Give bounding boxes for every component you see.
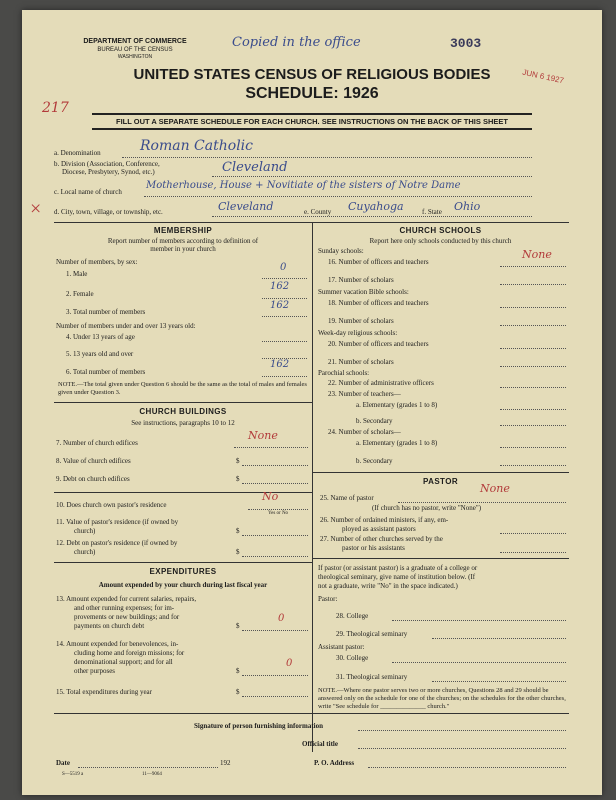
- q6-value: 162: [270, 359, 290, 370]
- q27-label-1: 27. Number of other churches served by the: [320, 535, 443, 543]
- address-label: P. O. Address: [314, 759, 355, 767]
- q3-label: 3. Total number of members: [66, 308, 146, 316]
- q12-label-1: 12. Debt on pastor's residence (if owned by: [56, 539, 178, 547]
- q13-dollar: $: [236, 622, 240, 630]
- q1-value: 0: [280, 262, 287, 273]
- schedule-number: 3003: [450, 36, 482, 51]
- official-title-label: Official title: [302, 740, 338, 748]
- q14-label-1: 14. Amount expended for benevolences, in-: [56, 640, 179, 648]
- q31-label: 31. Theological seminary: [336, 673, 408, 681]
- q10-label: 10. Does church own pastor's residence: [56, 501, 167, 509]
- state-value: Ohio: [454, 200, 481, 213]
- department-name: DEPARTMENT OF COMMERCE: [83, 38, 187, 45]
- q25-value: None: [480, 482, 510, 495]
- schools-heading: CHURCH SCHOOLS: [399, 226, 482, 235]
- q6-label: 6. Total number of members: [66, 368, 146, 376]
- q12-dollar: $: [236, 548, 240, 556]
- division-label-1: b. Division (Association, Conference,: [54, 160, 160, 168]
- q7-value: None: [248, 429, 278, 442]
- q5-label: 5. 13 years old and over: [66, 350, 134, 358]
- q18-label: 18. Number of officers and teachers: [328, 299, 429, 307]
- q16-value: None: [522, 248, 552, 261]
- q14-value: 0: [286, 658, 293, 669]
- buildings-heading: CHURCH BUILDINGS: [139, 407, 227, 416]
- church-name-label: c. Local name of church: [54, 188, 122, 196]
- sunday-heading: Sunday schools:: [318, 247, 364, 255]
- q13-label-4: payments on church debt: [74, 622, 145, 630]
- q19-label: 19. Number of scholars: [328, 317, 394, 325]
- state-label: f. State: [422, 208, 442, 216]
- q12-label-2: church): [74, 548, 96, 556]
- census-schedule-sheet: [22, 10, 602, 795]
- year-prefix: 192: [220, 759, 231, 767]
- q3-value: 162: [270, 300, 290, 311]
- date-stamp: JUN 6 1927: [521, 67, 565, 86]
- denomination-label: a. Denomination: [54, 149, 101, 157]
- q14-label-2: cluding home and foreign missions; for: [74, 649, 185, 657]
- q2-value: 162: [270, 281, 290, 292]
- q21-label: 21. Number of scholars: [328, 358, 394, 366]
- form-subtitle: SCHEDULE: 1926: [245, 85, 379, 102]
- buildings-intro: See instructions, paragraphs 10 to 12: [131, 419, 235, 427]
- age-heading: Number of members under and over 13 years old:: [56, 322, 196, 330]
- expenditures-heading: EXPENDITURES: [149, 567, 217, 576]
- city-value: Cleveland: [218, 200, 274, 213]
- expenditures-intro: Amount expended by your church during last fiscal year: [98, 581, 268, 589]
- sex-heading: Number of members, by sex:: [56, 258, 138, 266]
- q28-label: 28. College: [336, 612, 369, 620]
- q11-dollar: $: [236, 527, 240, 535]
- county-label: e. County: [304, 208, 332, 216]
- margin-cross: ×: [30, 198, 42, 220]
- q26-label-2: ployed as assistant pastors: [342, 525, 416, 533]
- q23b-label: b. Secondary: [356, 417, 393, 425]
- summer-heading: Summer vacation Bible schools:: [318, 288, 409, 296]
- membership-intro-2: member in your church: [150, 245, 216, 253]
- pastor-note: NOTE.—Where one pastor serves two or more churches, Questions 28 and 29 should be answered only on the schedule for one of the churches; on the schedules for the other churches, write "See schedule for ______________ church.": [318, 687, 566, 710]
- q13-label-1: 13. Amount expended for current salaries, repairs,: [56, 595, 197, 603]
- q15-label: 15. Total expenditures during year: [56, 688, 152, 696]
- q30-label: 30. College: [336, 654, 369, 662]
- graduate-instruction-1: If pastor (or assistant pastor) is a graduate of a college or: [318, 564, 478, 572]
- weekday-heading: Week-day religious schools:: [318, 329, 398, 337]
- q7-label: 7. Number of church edifices: [56, 439, 138, 447]
- q11-label-2: church): [74, 527, 96, 535]
- q9-dollar: $: [236, 475, 240, 483]
- denomination-value: Roman Catholic: [140, 138, 253, 154]
- q27-label-2: pastor or his assistants: [342, 544, 405, 552]
- instruction-line: FILL OUT A SEPARATE SCHEDULE FOR EACH CHURCH. SEE INSTRUCTIONS ON THE BACK OF THIS SHEET: [116, 117, 508, 126]
- q13-label-2: and other running expenses; for im-: [74, 604, 175, 612]
- city-name: WASHINGTON: [117, 54, 153, 60]
- q1-label: 1. Male: [66, 270, 88, 278]
- q14-label-4: other purposes: [74, 667, 116, 675]
- city-label: d. City, town, village, or township, etc.: [54, 208, 163, 216]
- q15-dollar: $: [236, 688, 240, 696]
- margin-number: 217: [42, 100, 69, 116]
- q9-label: 9. Debt on church edifices: [56, 475, 130, 483]
- q13-label-3: provements or new buildings; and for: [74, 613, 180, 621]
- pastor-heading: PASTOR: [423, 477, 458, 486]
- schools-intro: Report here only schools conducted by this church: [369, 237, 512, 245]
- graduate-instruction-2: theological seminary, give name of institution below. (If: [318, 573, 476, 581]
- q10-value: No: [262, 490, 279, 503]
- form-number: S—5519 a: [62, 772, 84, 777]
- parochial-heading: Parochial schools:: [318, 369, 370, 377]
- q2-label: 2. Female: [66, 290, 94, 298]
- q11-label-1: 11. Value of pastor's residence (if owned by: [56, 518, 179, 526]
- church-name-value: Motherhouse, House + Novitiate of the sisters of Notre Dame: [146, 180, 461, 191]
- q20-label: 20. Number of officers and teachers: [328, 340, 429, 348]
- handwritten-note: Copied in the office: [232, 35, 361, 50]
- q25-hint: (If church has no pastor, write "None"): [372, 504, 482, 512]
- q8-dollar: $: [236, 457, 240, 465]
- q25-label: 25. Name of pastor: [320, 494, 374, 502]
- q17-label: 17. Number of scholars: [328, 276, 394, 284]
- pastor-subheading: Pastor:: [318, 595, 338, 603]
- membership-note: NOTE.—The total given under Question 6 should be the same as the total of males and females given under Question 3.: [58, 381, 307, 396]
- q4-label: 4. Under 13 years of age: [66, 333, 135, 341]
- q22-label: 22. Number of administrative officers: [328, 379, 434, 387]
- signature-label: Signature of person furnishing information: [194, 722, 323, 730]
- q24a-label: a. Elementary (grades 1 to 8): [356, 439, 438, 447]
- division-label-2: Diocese, Presbytery, Synod, etc.): [62, 168, 155, 176]
- date-label: Date: [56, 759, 70, 767]
- q13-value: 0: [278, 613, 285, 624]
- q23-label: 23. Number of teachers—: [328, 390, 401, 398]
- q14-dollar: $: [236, 667, 240, 675]
- q10-hint: Yes or No: [268, 511, 289, 516]
- membership-heading: MEMBERSHIP: [153, 226, 213, 235]
- q29-label: 29. Theological seminary: [336, 630, 408, 638]
- q8-label: 8. Value of church edifices: [56, 457, 131, 465]
- form-title: UNITED STATES CENSUS OF RELIGIOUS BODIES: [133, 66, 491, 83]
- q23a-label: a. Elementary (grades 1 to 8): [356, 401, 438, 409]
- membership-intro-1: Report number of members according to definition of: [107, 237, 259, 245]
- assistant-subheading: Assistant pastor:: [318, 643, 365, 651]
- q24-label: 24. Number of scholars—: [328, 428, 401, 436]
- q26-label-1: 26. Number of ordained ministers, if any, em-: [320, 516, 449, 524]
- q16-label: 16. Number of officers and teachers: [328, 258, 429, 266]
- division-value: Cleveland: [222, 160, 288, 175]
- county-value: Cuyahoga: [348, 200, 404, 213]
- q14-label-3: denominational support; and for all: [74, 658, 173, 666]
- q24b-label: b. Secondary: [356, 457, 393, 465]
- bureau-name: BUREAU OF THE CENSUS: [97, 47, 173, 53]
- print-number: 11—9064: [142, 772, 162, 777]
- graduate-instruction-3: not a graduate, write "No" in the space indicated.): [318, 582, 458, 590]
